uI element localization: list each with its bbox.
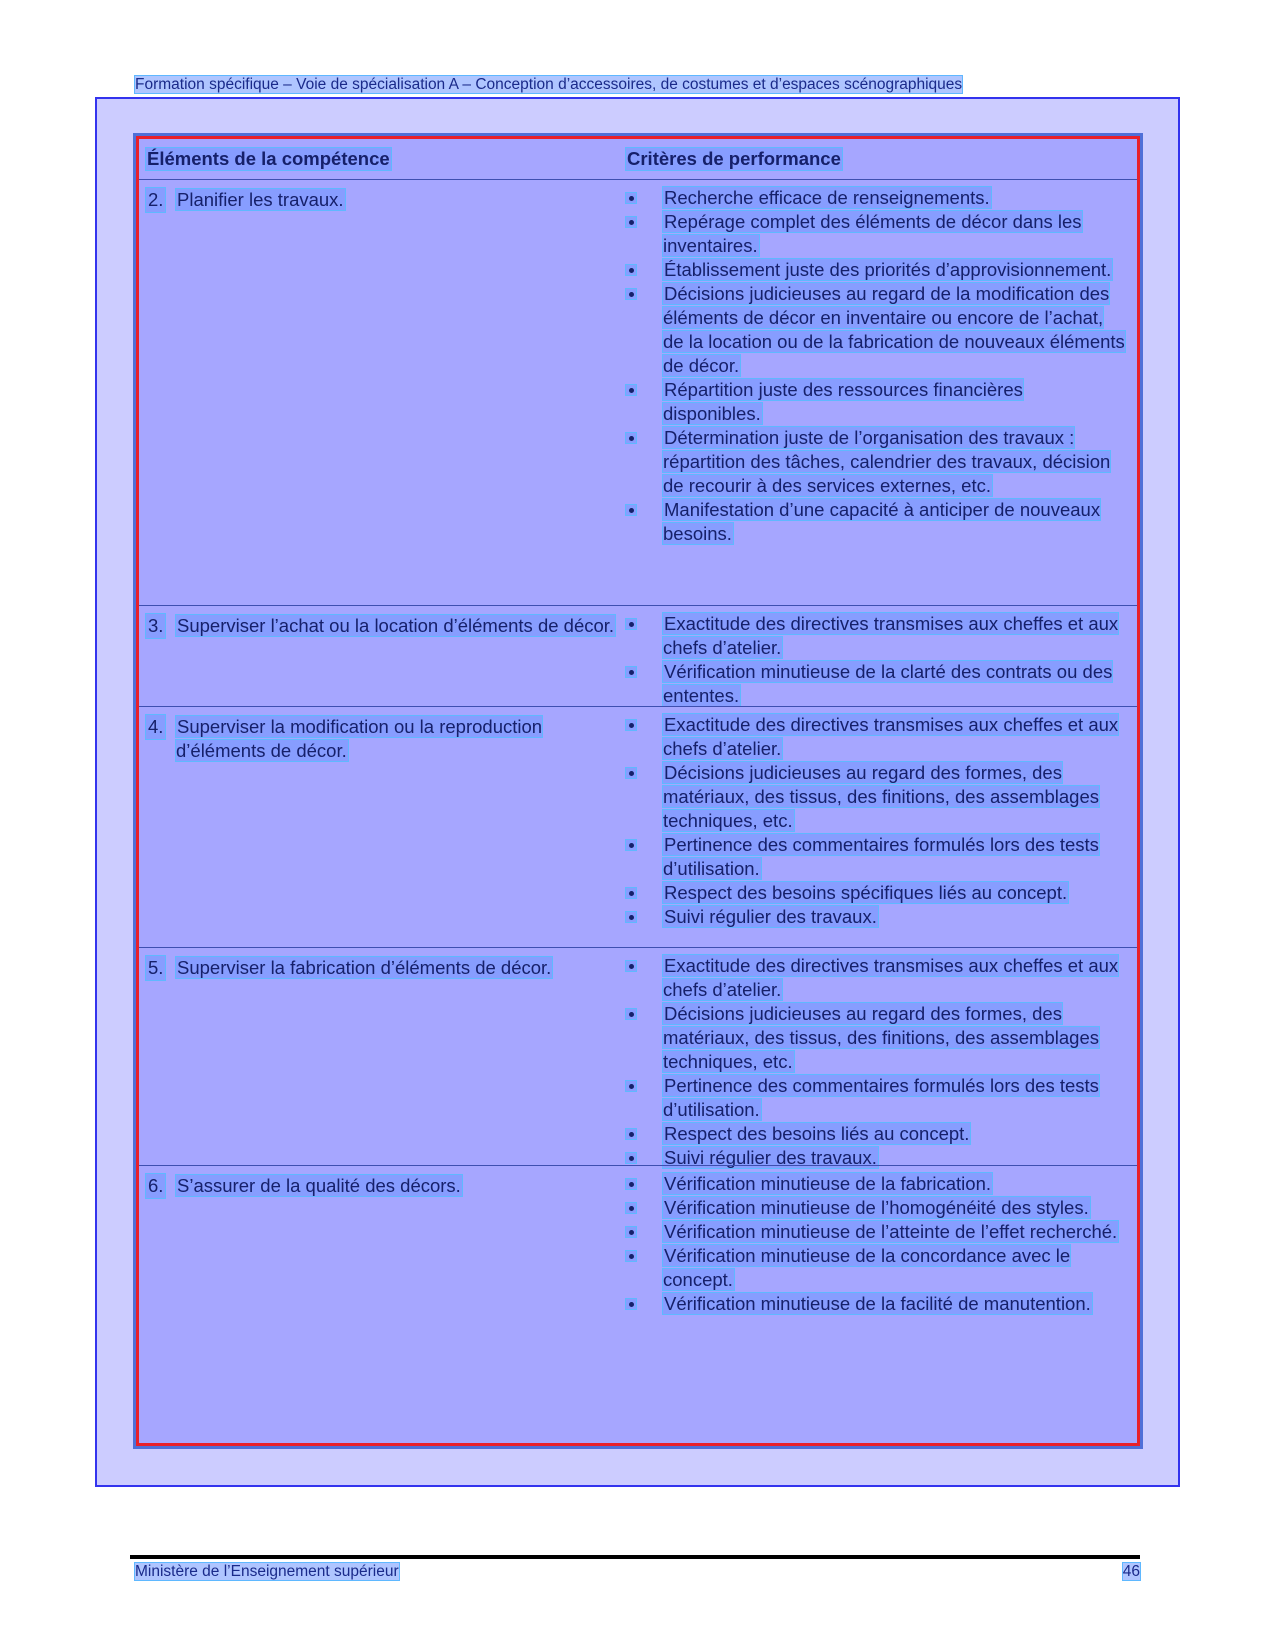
element-number: 6. <box>148 1175 164 1196</box>
bullet-icon <box>626 1153 636 1163</box>
criteria-text: Vérification minutieuse de l’atteinte de l’effet recherché. <box>664 1221 1118 1242</box>
bullet-icon <box>626 840 636 850</box>
criteria-item <box>626 881 1126 905</box>
criteria-text: Pertinence des commentaires formulés lors des tests d’utilisation. <box>663 1075 1099 1120</box>
element-text: Superviser la modification ou la reproduction d’éléments de décor. <box>176 716 543 761</box>
criteria-text: Vérification minutieuse de la fabrication. <box>664 1173 992 1194</box>
bullet-icon <box>626 961 636 971</box>
bullet-icon <box>626 385 636 395</box>
competence-element-cell <box>146 956 616 980</box>
competence-element <box>146 614 616 638</box>
criteria-list <box>626 186 1126 546</box>
criteria-list <box>626 954 1126 1170</box>
element-number: 4. <box>148 716 164 737</box>
performance-criteria-cell <box>626 713 1126 929</box>
element-text: Planifier les travaux. <box>177 189 344 210</box>
criteria-text: Exactitude des directives transmises aux cheffes et aux chefs d’atelier. <box>663 714 1119 759</box>
criteria-text: Manifestation d’une capacité à anticiper de nouveaux besoins. <box>663 499 1101 544</box>
element-text: Superviser l’achat ou la location d’éléments de décor. <box>177 615 615 636</box>
bullet-icon <box>626 667 636 677</box>
bullet-icon <box>626 720 636 730</box>
criteria-item <box>626 1074 1126 1122</box>
criteria-item <box>626 1122 1126 1146</box>
performance-criteria-cell <box>626 186 1126 546</box>
criteria-item <box>626 210 1126 258</box>
competence-element <box>146 188 616 212</box>
criteria-text: Décisions judicieuses au regard des formes, des matériaux, des tissus, des finitions, des assemblages techniques, etc. <box>663 1003 1099 1072</box>
bullet-icon <box>626 433 636 443</box>
competence-element <box>146 715 616 763</box>
criteria-text: Recherche efficace de renseignements. <box>664 187 990 208</box>
competence-element-cell <box>146 1174 616 1198</box>
criteria-text: Décisions judicieuses au regard des formes, des matériaux, des tissus, des finitions, des assemblages techniques, etc. <box>663 762 1099 831</box>
element-text: S’assurer de la qualité des décors. <box>177 1175 461 1196</box>
competence-element <box>146 1174 616 1198</box>
header-cell-criteria <box>626 148 1126 170</box>
performance-criteria-cell <box>626 612 1126 708</box>
bullet-icon <box>626 619 636 629</box>
criteria-text: Repérage complet des éléments de décor dans les inventaires. <box>663 211 1082 256</box>
criteria-text: Vérification minutieuse de l’homogénéité des styles. <box>664 1197 1089 1218</box>
criteria-item <box>626 1220 1126 1244</box>
header-cell-elements <box>146 148 616 170</box>
criteria-text: Pertinence des commentaires formulés lors des tests d’utilisation. <box>663 834 1099 879</box>
bullet-icon <box>626 217 636 227</box>
bullet-icon <box>626 912 636 922</box>
page-number <box>1123 1562 1140 1581</box>
criteria-text: Détermination juste de l’organisation des travaux : répartition des tâches, calendrier des travaux, décision de recourir à des services externes, etc. <box>663 427 1111 496</box>
criteria-item <box>626 1244 1126 1292</box>
competence-element-cell <box>146 715 616 763</box>
competence-element <box>146 956 616 980</box>
element-number: 5. <box>148 957 164 978</box>
column-title-elements: Éléments de la compétence <box>147 148 390 169</box>
criteria-item <box>626 1196 1126 1220</box>
criteria-item <box>626 612 1126 660</box>
criteria-item <box>626 426 1126 498</box>
criteria-item <box>626 1292 1126 1316</box>
bullet-icon <box>626 1203 636 1213</box>
table-row <box>139 179 1137 606</box>
criteria-text: Respect des besoins liés au concept. <box>664 1123 970 1144</box>
criteria-list <box>626 713 1126 929</box>
running-header-text: Formation spécifique – Voie de spécialisation A – Conception d’accessoires, de costumes et d’espaces scénographiques <box>135 76 963 93</box>
element-text: Superviser la fabrication d’éléments de décor. <box>177 957 552 978</box>
criteria-item <box>626 282 1126 378</box>
footer-ministry-text: Ministère de l’Enseignement supérieur <box>135 1563 399 1580</box>
performance-criteria-cell <box>626 1172 1126 1316</box>
criteria-item <box>626 954 1126 1002</box>
bullet-icon <box>626 1179 636 1189</box>
table-row <box>139 1165 1137 1386</box>
running-header <box>135 75 1140 94</box>
bullet-icon <box>626 1081 636 1091</box>
bullet-icon <box>626 1251 636 1261</box>
criteria-text: Établissement juste des priorités d’approvisionnement. <box>664 259 1112 280</box>
competence-element-cell <box>146 188 616 212</box>
column-title-criteria: Critères de performance <box>627 148 841 169</box>
competence-element-cell <box>146 614 616 638</box>
table-row <box>139 706 1137 948</box>
criteria-text: Vérification minutieuse de la facilité de manutention. <box>664 1293 1091 1314</box>
criteria-list <box>626 1172 1126 1316</box>
criteria-list <box>626 612 1126 708</box>
criteria-item <box>626 186 1126 210</box>
criteria-item <box>626 660 1126 708</box>
competence-table <box>133 133 1143 1449</box>
criteria-item <box>626 258 1126 282</box>
footer-rule <box>130 1555 1140 1559</box>
bullet-icon <box>626 1227 636 1237</box>
criteria-item <box>626 761 1126 833</box>
criteria-text: Décisions judicieuses au regard de la modification des éléments de décor en inventaire ou encore de l’achat, de la location ou de la fabrication de nouveaux éléments de décor. <box>663 283 1125 376</box>
criteria-item <box>626 1002 1126 1074</box>
footer-ministry <box>135 1562 399 1581</box>
bullet-icon <box>626 888 636 898</box>
bullet-icon <box>626 193 636 203</box>
criteria-item <box>626 498 1126 546</box>
bullet-icon <box>626 1129 636 1139</box>
table-row <box>139 605 1137 707</box>
bullet-icon <box>626 265 636 275</box>
criteria-text: Répartition juste des ressources financières disponibles. <box>663 379 1023 424</box>
bullet-icon <box>626 1299 636 1309</box>
criteria-text: Exactitude des directives transmises aux cheffes et aux chefs d’atelier. <box>663 613 1119 658</box>
table-row <box>139 947 1137 1166</box>
element-number: 2. <box>148 189 164 210</box>
bullet-icon <box>626 289 636 299</box>
page-number-text: 46 <box>1122 1563 1140 1580</box>
criteria-item <box>626 833 1126 881</box>
element-number: 3. <box>148 615 164 636</box>
bullet-icon <box>626 1009 636 1019</box>
criteria-text: Exactitude des directives transmises aux cheffes et aux chefs d’atelier. <box>663 955 1119 1000</box>
criteria-text: Vérification minutieuse de la clarté des contrats ou des ententes. <box>663 661 1113 706</box>
table-header-row <box>139 139 1137 179</box>
performance-criteria-cell <box>626 954 1126 1170</box>
competence-table-inner <box>136 136 1140 1446</box>
bullet-icon <box>626 505 636 515</box>
criteria-text: Respect des besoins spécifiques liés au concept. <box>664 882 1068 903</box>
criteria-item <box>626 713 1126 761</box>
criteria-text: Suivi régulier des travaux. <box>664 1147 877 1168</box>
criteria-text: Vérification minutieuse de la concordance avec le concept. <box>663 1245 1071 1290</box>
criteria-text: Suivi régulier des travaux. <box>664 906 877 927</box>
criteria-item <box>626 1172 1126 1196</box>
criteria-item <box>626 378 1126 426</box>
bullet-icon <box>626 768 636 778</box>
criteria-item <box>626 905 1126 929</box>
